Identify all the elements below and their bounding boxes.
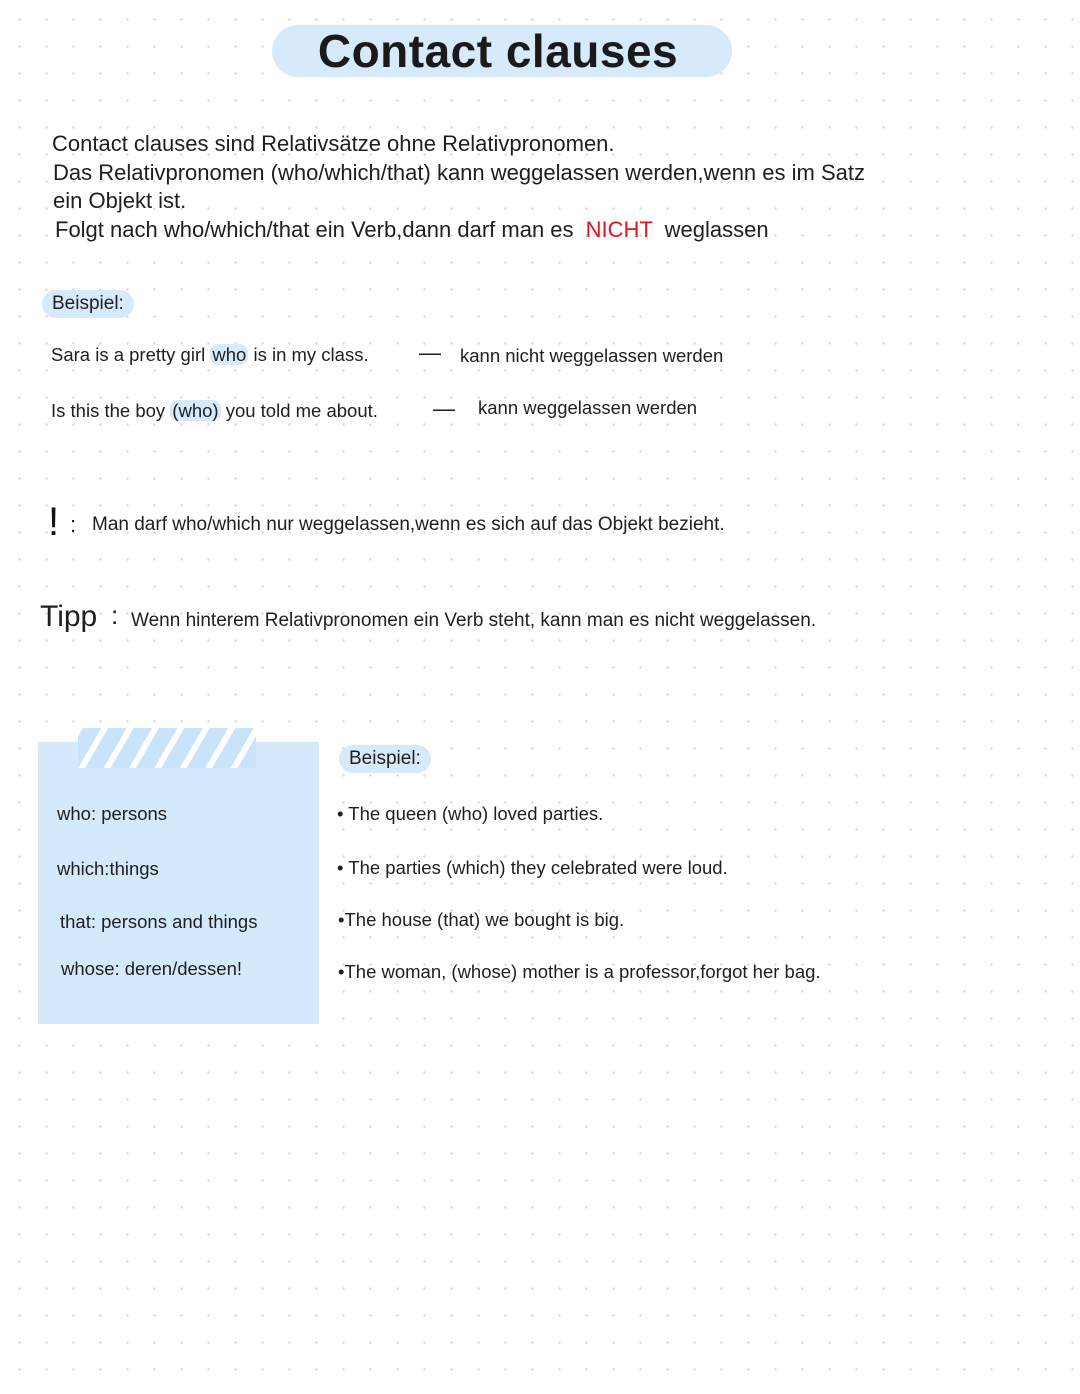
intro-line-3: ein Objekt ist. [53,188,187,213]
example-2-end: you told me about. [225,400,378,421]
intro-line-4-text: Folgt nach who/which/that ein Verb,dann darf man es [55,217,574,242]
bullet-example-4: •The woman, (whose) mother is a professor,forgot her bag. [338,961,821,982]
example-sentence-1 [51,344,369,366]
tipp-colon: : [111,600,119,630]
intro-line-2: Das Relativpronomen (who/which/that) kann weggelassen werden,wenn es im Satz [53,160,865,185]
beispiel-label-1: Beispiel: [42,290,134,318]
example-1-start: Sara is a pretty girl [51,344,206,365]
example-sentence-2 [51,400,378,422]
bullet-example-1: • The queen (who) loved parties. [337,803,604,824]
note-box [38,742,319,1024]
intro-line-4-end: weglassen [664,217,769,242]
example-1-end: is in my class. [253,344,369,365]
example-2-note: kann weggelassen werden [478,397,698,418]
bullet-example-2: • The parties (which) they celebrated were loud. [337,857,728,878]
intro-line-4 [55,217,769,243]
beispiel-label-2: Beispiel: [339,745,431,773]
page-title: Contact clauses [317,25,679,77]
tipp-text: Wenn hinterem Relativpronomen ein Verb steht, kann man es nicht weggelassen. [131,610,817,631]
warning-text: Man darf who/which nur weggelassen,wenn es sich auf das Objekt bezieht. [92,514,725,535]
example-2-start: Is this the boy [51,400,166,421]
exclamation-icon: ! [48,500,60,544]
warning-colon: : [70,512,77,537]
intro-line-1: Contact clauses sind Relativsätze ohne Relativpronomen. [52,131,615,156]
bullet-example-3: •The house (that) we bought is big. [338,909,625,930]
dash-1: — [419,340,441,365]
example-2-highlight: (who) [172,400,219,421]
nicht-emphasis: NICHT [585,217,653,242]
example-1-note: kann nicht weggelassen werden [460,345,724,366]
box-item-that: that: persons and things [60,911,258,932]
box-item-who: who: persons [57,803,168,824]
example-1-highlight: who [212,344,247,365]
dash-2: — [433,396,455,421]
washi-tape [78,728,256,768]
box-item-whose: whose: deren/dessen! [61,958,243,979]
tipp-label: Tipp [40,600,98,633]
box-item-which: which:things [57,858,159,879]
